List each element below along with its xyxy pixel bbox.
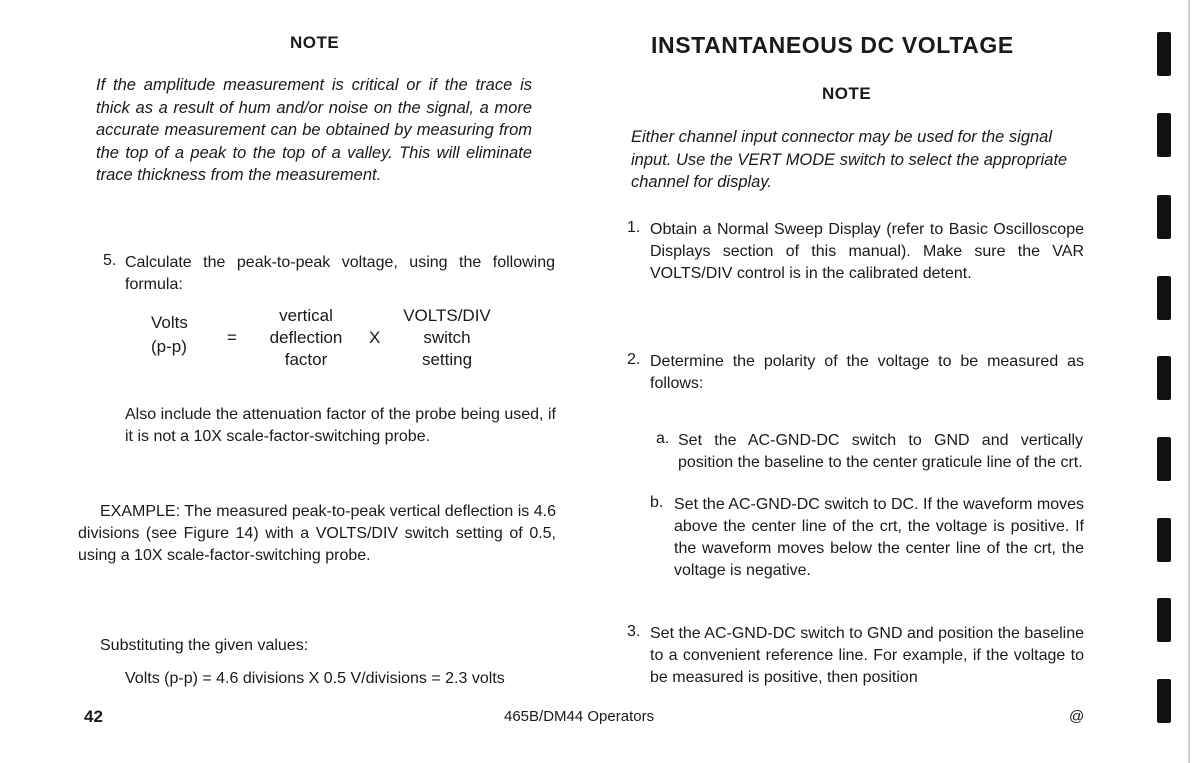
left-note-text: If the amplitude measurement is critical or if the trace is thick as a result of hum and/or noise on the signal, a more accurate measurement can be obtained by measuring from the top of a peak to the top of a valley. This will eliminate trace thickness from the measurement. <box>96 76 532 184</box>
formula-volts: Volts <box>151 313 188 332</box>
edge-tab <box>1157 113 1171 157</box>
page-number: 42 <box>84 707 103 726</box>
step2b-text: Set the AC-GND-DC switch to DC. If the waveform moves above the center line of the crt, the voltage is positive. If the waveform moves below the center line of the crt, the voltage is negative. <box>674 496 1084 579</box>
formula-vertical: vertical <box>279 306 333 325</box>
formula-factor: factor <box>284 350 328 369</box>
step2a-text: Set the AC-GND-DC switch to GND and vertically position the baseline to the center graticule line of the crt. <box>678 432 1083 471</box>
formula-equals: = <box>227 328 237 347</box>
step5-text: Calculate the peak-to-peak voltage, using the following formula: <box>125 254 555 293</box>
step3-number: 3. <box>627 623 641 640</box>
edge-tab <box>1157 32 1171 76</box>
attenuation-text: Also include the attenuation factor of the probe being used, if it is not a 10X scale-factor-switching probe. <box>125 406 556 445</box>
formula-deflection: deflection <box>269 328 343 347</box>
left-note-heading: NOTE <box>290 33 340 52</box>
right-note-text: Either channel input connector may be used for the signal input. Use the VERT MODE switch to select the appropriate channel for display. <box>631 128 1068 191</box>
footer-mark: @ <box>1069 708 1085 725</box>
step5-number: 5. <box>103 252 117 269</box>
example-text: EXAMPLE: The measured peak-to-peak vertical deflection is 4.6 divisions (see Figure 14) with a VOLTS/DIV switch setting of 0.5, using a 10X scale-factor-switching probe. <box>78 503 556 564</box>
edge-tab <box>1157 437 1171 481</box>
step2-number: 2. <box>627 351 641 368</box>
section-title: INSTANTANEOUS DC VOLTAGE <box>651 32 1014 58</box>
formula-times: X <box>369 328 381 347</box>
formula-switch: switch <box>423 328 471 347</box>
formula-setting: setting <box>421 350 473 369</box>
edge-tab <box>1157 276 1171 320</box>
right-note-heading: NOTE <box>822 84 872 103</box>
step1-text: Obtain a Normal Sweep Display (refer to Basic Oscilloscope Displays section of this manual). Make sure the VAR VOLTS/DIV control is in the calibrated detent. <box>650 221 1084 282</box>
step3-text: Set the AC-GND-DC switch to GND and position the baseline to a convenient reference line. For example, if the voltage to be measured is positive, then position <box>650 625 1084 686</box>
formula-volts-div: VOLTS/DIV <box>403 306 491 325</box>
edge-tab <box>1157 356 1171 400</box>
result-text: Volts (p-p) = 4.6 divisions X 0.5 V/divisions = 2.3 volts <box>125 670 505 687</box>
substituting-text: Substituting the given values: <box>100 637 309 654</box>
edge-tab <box>1157 518 1171 562</box>
formula-pp: (p-p) <box>151 337 187 356</box>
step1-number: 1. <box>627 219 641 236</box>
edge-tab <box>1157 679 1171 723</box>
page-edge <box>1188 0 1190 763</box>
step2-text: Determine the polarity of the voltage to be measured as follows: <box>650 353 1084 392</box>
step2b-letter: b. <box>650 494 664 511</box>
edge-tab <box>1157 598 1171 642</box>
manual-title: 465B/DM44 Operators <box>504 708 655 725</box>
edge-tab <box>1157 195 1171 239</box>
step2a-letter: a. <box>656 430 670 447</box>
